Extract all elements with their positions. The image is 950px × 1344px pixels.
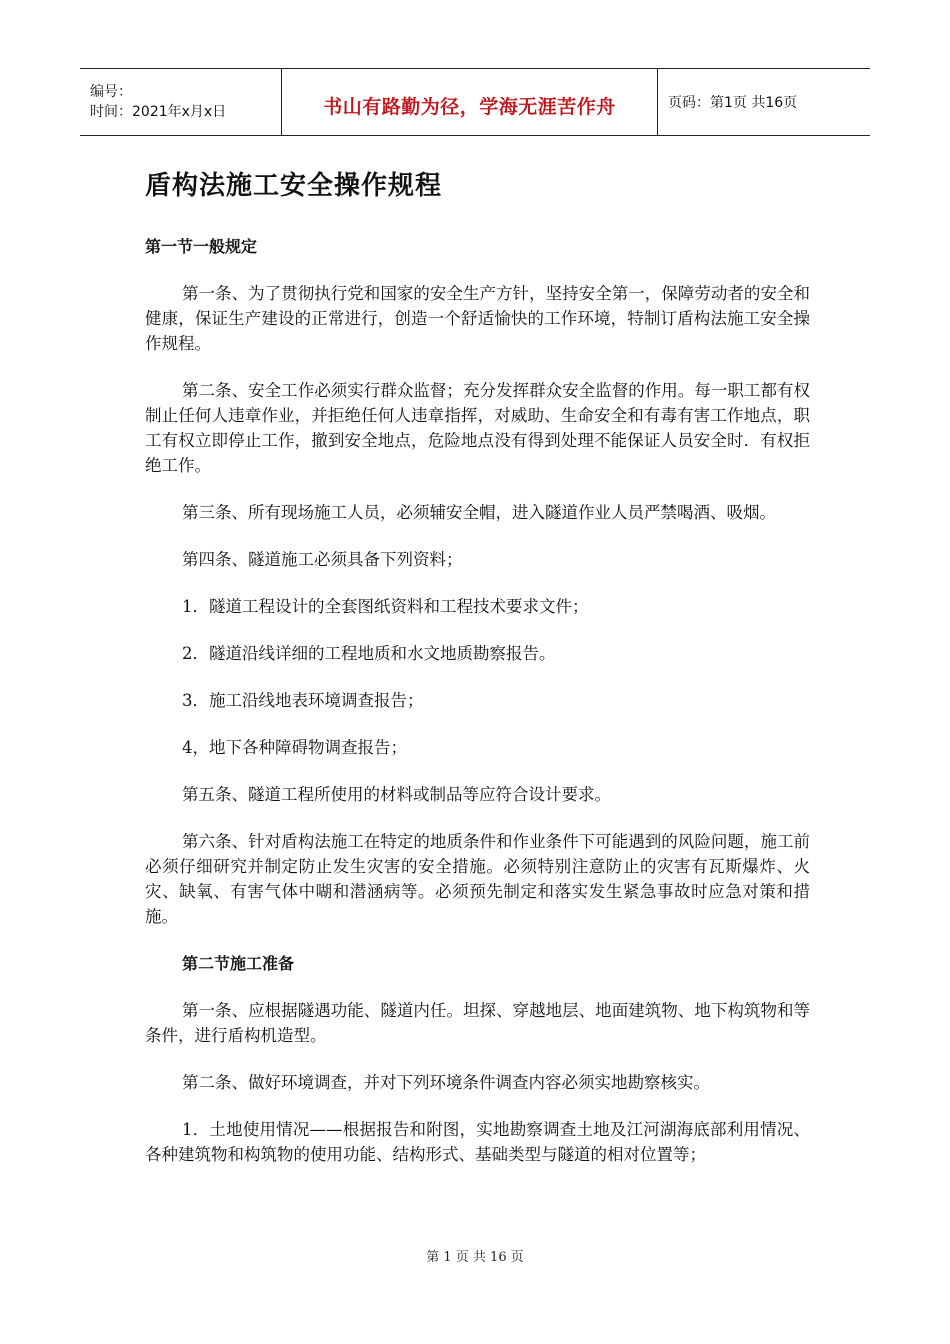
section-2-heading: 第二节施工准备 (182, 954, 295, 973)
paragraph: 第一条、为了贯彻执行党和国家的安全生产方针，坚持安全第一，保障劳动者的安全和健康，保证生产建设的正常进行，创造一个舒适愉快的工作环境，特制订盾构法施工安全操作规程。 (145, 284, 810, 353)
list-item: 1．隧道工程设计的全套图纸资料和工程技术要求文件； (182, 597, 589, 616)
page-footer: 第 1 页 共 16 页 (426, 1250, 524, 1265)
header-slogan-cell (282, 69, 658, 135)
paragraph: 第六条、针对盾构法施工在特定的地质条件和作业条件下可能遇到的风险问题，施工前必须仔细研究并制定防止发生灾害的安全措施。必须特别注意防止的灾害有瓦斯爆炸、火灾、缺氧、有害气体中㗅和潜涵病等。必须预先制定和落实发生紧急事故时应急对策和措施。 (145, 832, 810, 926)
document-body (145, 165, 810, 1189)
paragraph: 第一条、应根据隧遇功能、隧道内任。坦探、穿越地层、地面建筑物、地下构筑物和等条件，进行盾构机造型。 (145, 1001, 810, 1045)
list-item: 4，地下各种障碍物调查报告； (182, 738, 407, 757)
document-header (80, 68, 870, 136)
paragraph: 第二条、做好环境调查，并对下列环境条件调查内容必须实地勘察核实。 (182, 1073, 710, 1092)
time-label: 时间：2021年x月x日 (90, 104, 227, 120)
header-meta (80, 69, 282, 135)
number-label: 编号： (90, 84, 132, 100)
paragraph: 第五条、隧道工程所使用的材料或制品等应符合设计要求。 (182, 785, 611, 804)
paragraph: 第四条、隧道施工必须具备下列资料； (182, 550, 463, 569)
document-title: 盾构法施工安全操作规程 (145, 171, 443, 201)
list-item: 1．土地使用情况——根据报告和附图，实地勘察调查土地及江河湖海底部利用情况、各种建筑物和构筑物的使用功能、结构形式、基础类型与隧道的相对位置等； (145, 1120, 810, 1164)
section-1-heading: 第一节一般规定 (145, 237, 258, 256)
header-page-info-cell (658, 69, 870, 135)
paragraph: 第三条、所有现场施工人员，必须辅安全帽，进入隧道作业人员严禁喝酒、吸烟。 (182, 503, 776, 522)
page-info: 页码：第1页 共16页 (668, 95, 798, 111)
list-item: 2．隧道沿线详细的工程地质和水文地质勘察报告。 (182, 644, 556, 663)
list-item: 3．施工沿线地表环境调查报告； (182, 691, 424, 710)
paragraph: 第二条、安全工作必须实行群众监督；充分发挥群众安全监督的作用。每一职工都有权制止任何人违章作业，并拒绝任何人违章指挥，对威助、生命安全和有毒有害工作地点，职工有权立即停止工作，撤到安全地点，危险地点没有得到处理不能保证人员安全时．有权拒绝工作。 (145, 381, 810, 475)
slogan: 书山有路勤为径，学海无涯苦作舟 (323, 95, 616, 118)
